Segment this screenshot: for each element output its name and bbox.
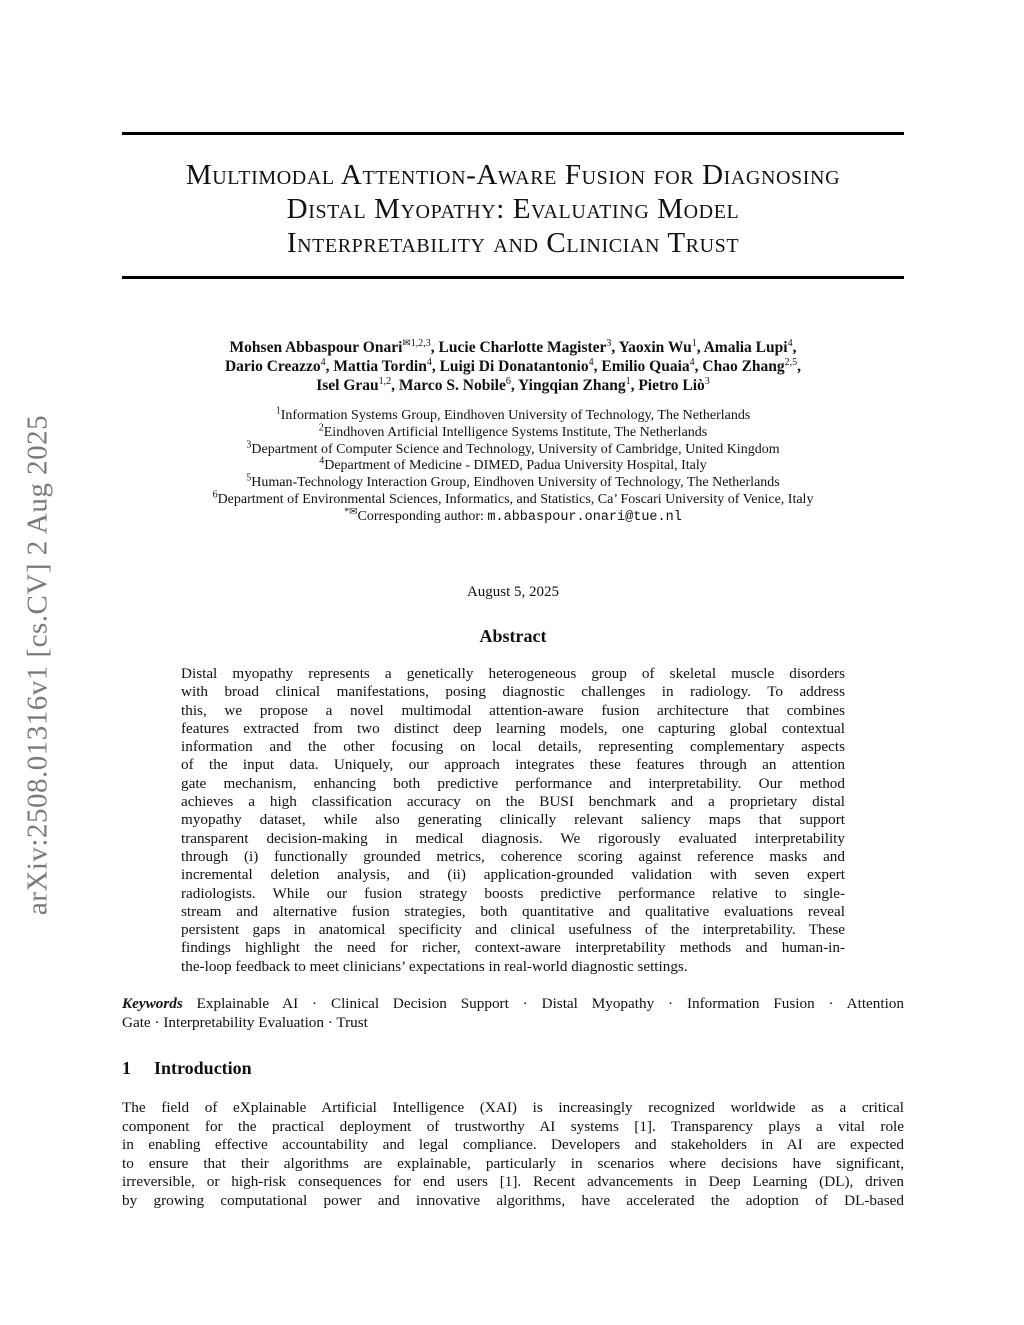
author-name: , bbox=[797, 358, 802, 375]
author-name: , Pietro Liò bbox=[630, 377, 705, 394]
author-name: , Amalia Lupi bbox=[696, 339, 788, 356]
author-name: , Emilio Quaia bbox=[593, 358, 690, 375]
text-line: findings highlight the need for richer, context-aware interpretability methods and human-in- bbox=[181, 939, 845, 957]
author-line bbox=[122, 376, 904, 395]
title-line: Multimodal Attention-Aware Fusion for Diagnosing bbox=[185, 159, 841, 191]
text-line: to ensure that their algorithms are explainable, particularly in scenarios where decisions have significant, bbox=[122, 1154, 904, 1172]
author-name: Mohsen Abbaspour Onari bbox=[229, 339, 403, 356]
author-name: Dario Creazzo bbox=[224, 358, 321, 375]
text-line: myopathy dataset, while also generating clinically relevant saliency maps that support bbox=[181, 811, 845, 829]
paper-date: August 5, 2025 bbox=[466, 584, 560, 600]
arxiv-identifier: arXiv:2508.01316v1 [cs.CV] 2 Aug 2025 bbox=[21, 414, 54, 916]
text-line: radiologists. While our fusion strategy boosts predictive performance relative to single- bbox=[181, 884, 845, 902]
affiliation-item: $^3$Department of Computer Science and Technology, University of Cambridge, United Kingdom bbox=[246, 438, 780, 457]
text-line: by growing computational power and innovative algorithms, have accelerated the adoption of DL-based bbox=[122, 1191, 904, 1209]
affiliation-item: $^2$Eindhoven Artificial Intelligence Systems Institute, The Netherlands bbox=[318, 422, 708, 440]
text-line: features extracted from two distinct deep learning models, one capturing global contextual bbox=[181, 719, 845, 737]
text-line: with broad clinical manifestations, posing diagnostic challenges in radiology. To address bbox=[181, 683, 845, 701]
author-affiliation-mark: ✉1,2,3 bbox=[402, 337, 431, 349]
text-line: gate mechanism, enhancing both predictive performance and interpretability. Our method bbox=[181, 774, 845, 792]
author-name: Isel Grau bbox=[316, 377, 379, 394]
arxiv-sidebar bbox=[18, 375, 58, 955]
text-line: persistent gaps in anatomical specificity and clinical usefulness of the interpretability. These bbox=[181, 921, 845, 939]
author-affiliation-mark: 1 bbox=[691, 337, 697, 349]
author-line bbox=[122, 357, 904, 376]
author-affiliation-mark: 4 bbox=[320, 356, 326, 368]
author-name: , bbox=[792, 339, 797, 356]
author-affiliation-mark: 3 bbox=[704, 375, 710, 387]
affiliation-item: $^1$Information Systems Group, Eindhoven University of Technology, The Netherlands bbox=[275, 405, 751, 423]
author-name: , Marco S. Nobile bbox=[391, 377, 506, 394]
keywords-text: Gate · Interpretability Evaluation · Trust bbox=[122, 1013, 368, 1031]
section-title: Introduction bbox=[154, 1058, 252, 1078]
text-line: this, we propose a novel multimodal attention-aware fusion architecture that combines bbox=[181, 701, 845, 719]
text-line: in enabling effective accountability and legal compliance. Developers and stakeholders in AI are expected bbox=[122, 1136, 904, 1153]
section-number: 1 bbox=[122, 1058, 131, 1078]
author-name: , Mattia Tordin bbox=[325, 358, 427, 375]
text-line: The field of eXplainable Artificial Intelligence (XAI) is increasingly recognized worldwide as a critical bbox=[122, 1099, 904, 1116]
affiliation-item: $^5$Human-Technology Interaction Group, Eindhoven University of Technology, The Netherlands bbox=[246, 472, 780, 491]
abstract-body bbox=[181, 665, 845, 976]
introduction-body bbox=[122, 1099, 904, 1210]
keywords bbox=[122, 995, 904, 1032]
text-line: incremental deletion analysis, and (ii) application-grounded validation with seven expert bbox=[181, 866, 845, 884]
text-line: component for the practical deployment of trustworthy AI systems [1]. Transparency plays a vital role bbox=[122, 1117, 904, 1135]
author-line bbox=[122, 338, 904, 357]
text-line: stream and alternative fusion strategies, both quantitative and qualitative evaluations reveal bbox=[181, 902, 845, 920]
author-affiliation-mark: 4 bbox=[588, 356, 594, 368]
title-line: Distal Myopathy: Evaluating Model bbox=[286, 193, 740, 225]
affiliations bbox=[122, 405, 904, 527]
author-affiliation-mark: 4 bbox=[689, 356, 695, 368]
text-line: Distal myopathy represents a genetically heterogeneous group of skeletal muscle disorders bbox=[181, 665, 845, 682]
author-affiliation-mark: 4 bbox=[787, 337, 793, 349]
author-name: , Luigi Di Donatantonio bbox=[431, 358, 589, 375]
text-line: the-loop feedback to meet clinicians’ expectations in real-world diagnostic settings. bbox=[181, 957, 688, 975]
text-line: through (i) functionally grounded metrics, coherence scoring against reference masks and bbox=[181, 847, 845, 865]
affiliation-item: $^6$Department of Environmental Sciences, Informatics, and Statistics, Ca’ Foscari University of Venice, Italy bbox=[212, 489, 814, 507]
text-line: transparent decision-making in medical diagnosis. We rigorously evaluated interpretability bbox=[181, 829, 845, 847]
author-affiliation-mark: 2,5 bbox=[784, 356, 798, 368]
text-line: irreversible, or high-risk consequences for end users [1]. Recent advancements in Deep Learning (DL), driven bbox=[122, 1173, 904, 1190]
paper-title bbox=[122, 158, 904, 260]
author-affiliation-mark: 3 bbox=[606, 337, 612, 349]
section-heading-introduction bbox=[122, 1058, 252, 1079]
keywords-text: Explainable AI · Clinical Decision Support · Distal Myopathy · Information Fusion · Attention bbox=[182, 995, 904, 1012]
author-name: , Lucie Charlotte Magister bbox=[430, 339, 607, 356]
corresponding-author: *✉Corresponding author: m.abbaspour.onari@tue.nl bbox=[344, 506, 682, 525]
text-line: information and the other focusing on local details, representing complementary aspects bbox=[181, 738, 845, 756]
affiliation-item: $^4$Department of Medicine - DIMED, Padua University Hospital, Italy bbox=[319, 455, 707, 474]
author-list bbox=[122, 338, 904, 395]
author-affiliation-mark: 4 bbox=[426, 356, 432, 368]
keywords-label: Keywords bbox=[122, 995, 183, 1012]
title-rule-top bbox=[122, 132, 904, 135]
corresponding-email[interactable]: m.abbaspour.onari@tue.nl bbox=[487, 509, 682, 525]
author-affiliation-mark: 1,2 bbox=[378, 375, 392, 387]
author-name: , Yingqian Zhang bbox=[510, 377, 626, 394]
author-name: , Yaoxin Wu bbox=[611, 339, 692, 356]
abstract-heading: Abstract bbox=[479, 626, 547, 646]
author-affiliation-mark: 1 bbox=[625, 375, 631, 387]
text-line: of the input data. Uniquely, our approach integrates these features through an attention bbox=[181, 756, 845, 774]
author-name: , Chao Zhang bbox=[694, 358, 785, 375]
text-line: achieves a high classification accuracy on the BUSI benchmark and a proprietary distal bbox=[181, 793, 845, 811]
title-line: Interpretability and Clinician Trust bbox=[286, 227, 740, 259]
title-rule-bottom bbox=[122, 276, 904, 279]
author-affiliation-mark: 6 bbox=[505, 375, 511, 387]
